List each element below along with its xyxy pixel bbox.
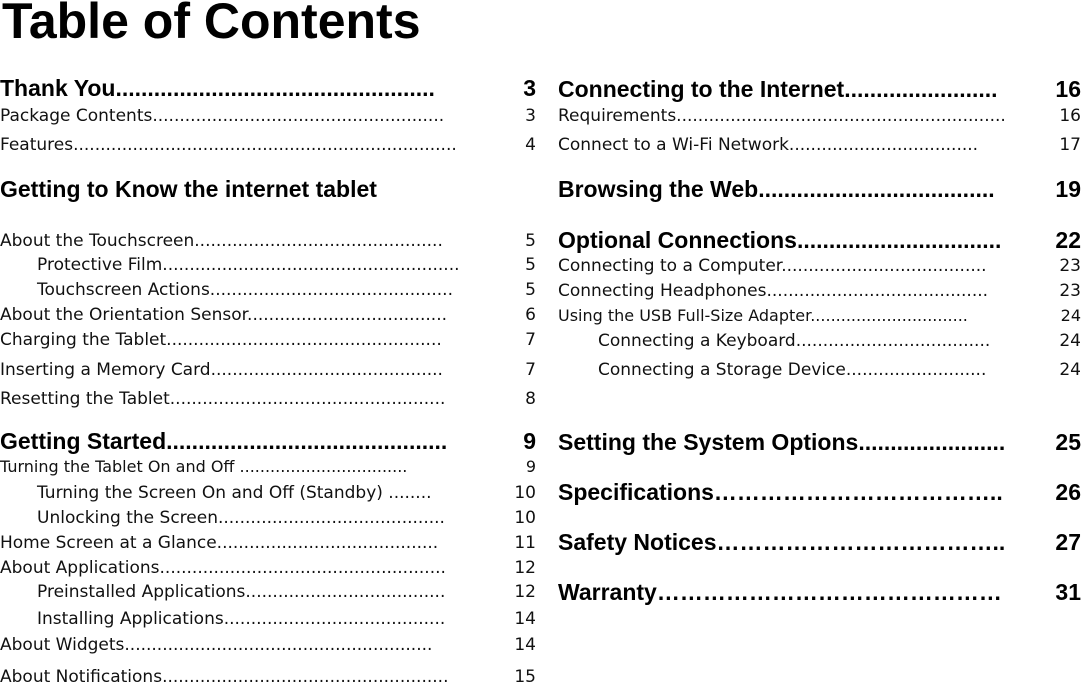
toc-entry-title: Using the USB Full-Size Adapter............................... xyxy=(558,306,968,325)
toc-entry-title: Browsing the Web..................................... xyxy=(558,176,995,202)
toc-entry-page: 7 xyxy=(525,360,536,380)
toc-entry-title: Connecting a Keyboard.................................... xyxy=(598,331,991,351)
toc-entry-title: Installing Applications......................................... xyxy=(37,609,446,629)
toc-entry-page: 14 xyxy=(514,609,536,629)
toc-entry-page: 16 xyxy=(1059,106,1081,126)
toc-entry-page: 3 xyxy=(525,106,536,126)
toc-entry-page: 23 xyxy=(1059,281,1081,301)
toc-entry-page: 11 xyxy=(514,533,536,553)
toc-entry-page: 22 xyxy=(1055,227,1081,253)
toc-entry-title: Connecting Headphones......................................... xyxy=(558,281,989,301)
toc-entry-page: 4 xyxy=(525,135,536,155)
toc-entry-page: 9 xyxy=(523,428,536,454)
toc-entry-page: 10 xyxy=(514,483,536,503)
toc-entry-title: Turning the Tablet On and Off ................................. xyxy=(0,457,408,476)
toc-entry-page: 12 xyxy=(514,558,536,578)
toc-entry-page: 10 xyxy=(514,508,536,528)
toc-entry-page: 25 xyxy=(1055,429,1081,455)
toc-entry-title: Protective Film....................................................... xyxy=(37,255,460,275)
toc-entry-title: Safety Notices……………………………….. xyxy=(558,529,1006,555)
toc-entry-title: Optional Connections................................ xyxy=(558,227,1002,253)
toc-entry-title: Inserting a Memory Card........................................... xyxy=(0,360,443,380)
toc-entry-title: Connecting to a Computer...................................... xyxy=(558,256,987,276)
toc-entry-title: Resetting the Tablet................................................... xyxy=(0,389,446,409)
toc-entry-page: 6 xyxy=(525,305,536,325)
toc-entry-page: 31 xyxy=(1055,579,1081,605)
toc-entry-title: About Widgets......................................................... xyxy=(0,635,433,655)
toc-entry-title: Package Contents...................................................... xyxy=(0,106,445,126)
toc-entry-title: About Notifications..................................................... xyxy=(0,667,449,687)
toc-entry-title: Connecting a Storage Device.......................... xyxy=(598,360,987,380)
page-title: Table of Contents xyxy=(2,0,421,49)
toc-entry-page: 9 xyxy=(525,457,536,476)
toc-entry-page: 24 xyxy=(1060,306,1081,325)
toc-entry-title: Unlocking the Screen.......................................... xyxy=(37,508,445,528)
toc-entry-title: Home Screen at a Glance......................................... xyxy=(0,533,439,553)
toc-entry-page: 5 xyxy=(525,280,536,300)
toc-entry-title: About Applications..................................................... xyxy=(0,558,446,578)
toc-entry-page: 8 xyxy=(525,389,536,409)
toc-entry-title: Charging the Tablet................................................... xyxy=(0,330,442,350)
toc-entry-title: Features....................................................................... xyxy=(0,135,457,155)
toc-entry-title: Touchscreen Actions............................................. xyxy=(37,280,453,300)
toc-entry-page: 24 xyxy=(1059,331,1081,351)
toc-entry-title: Connect to a Wi-Fi Network................................... xyxy=(558,135,979,155)
toc-entry-page: 7 xyxy=(525,330,536,350)
toc-entry-page: 5 xyxy=(525,231,536,251)
toc-entry-page: 27 xyxy=(1055,529,1081,555)
toc-entry-title: Setting the System Options....................... xyxy=(558,429,1006,455)
toc-entry-title: Getting Started............................................ xyxy=(0,428,448,454)
toc-entry-title: Warranty……………………………………… xyxy=(558,579,1002,605)
toc-entry-title: Requirements............................................................. xyxy=(558,106,1006,126)
toc-entry-title: Turning the Screen On and Off (Standby) ........ xyxy=(37,483,432,503)
toc-entry-title: About the Touchscreen.............................................. xyxy=(0,231,443,251)
toc-entry-title: Thank You.................................................. xyxy=(0,75,435,101)
toc-entry-title: Getting to Know the internet tablet xyxy=(0,176,377,202)
toc-entry-title: Preinstalled Applications..................................... xyxy=(37,582,446,602)
toc-entry-page: 23 xyxy=(1059,256,1081,276)
toc-entry-title: Specifications……………………………….. xyxy=(558,479,1003,505)
toc-entry-page: 15 xyxy=(514,667,536,687)
toc-entry-page: 17 xyxy=(1059,135,1081,155)
toc-entry-title: About the Orientation Sensor..................................... xyxy=(0,305,447,325)
toc-entry-page: 24 xyxy=(1059,360,1081,380)
toc-entry-page: 12 xyxy=(514,582,536,602)
toc-entry-page: 3 xyxy=(523,75,536,101)
toc-entry-page: 14 xyxy=(514,635,536,655)
toc-entry-page: 26 xyxy=(1055,479,1081,505)
toc-entry-page: 19 xyxy=(1055,176,1081,202)
toc-entry-page: 16 xyxy=(1055,76,1081,102)
toc-entry-page: 5 xyxy=(525,255,536,275)
toc-entry-title: Connecting to the Internet........................ xyxy=(558,76,998,102)
